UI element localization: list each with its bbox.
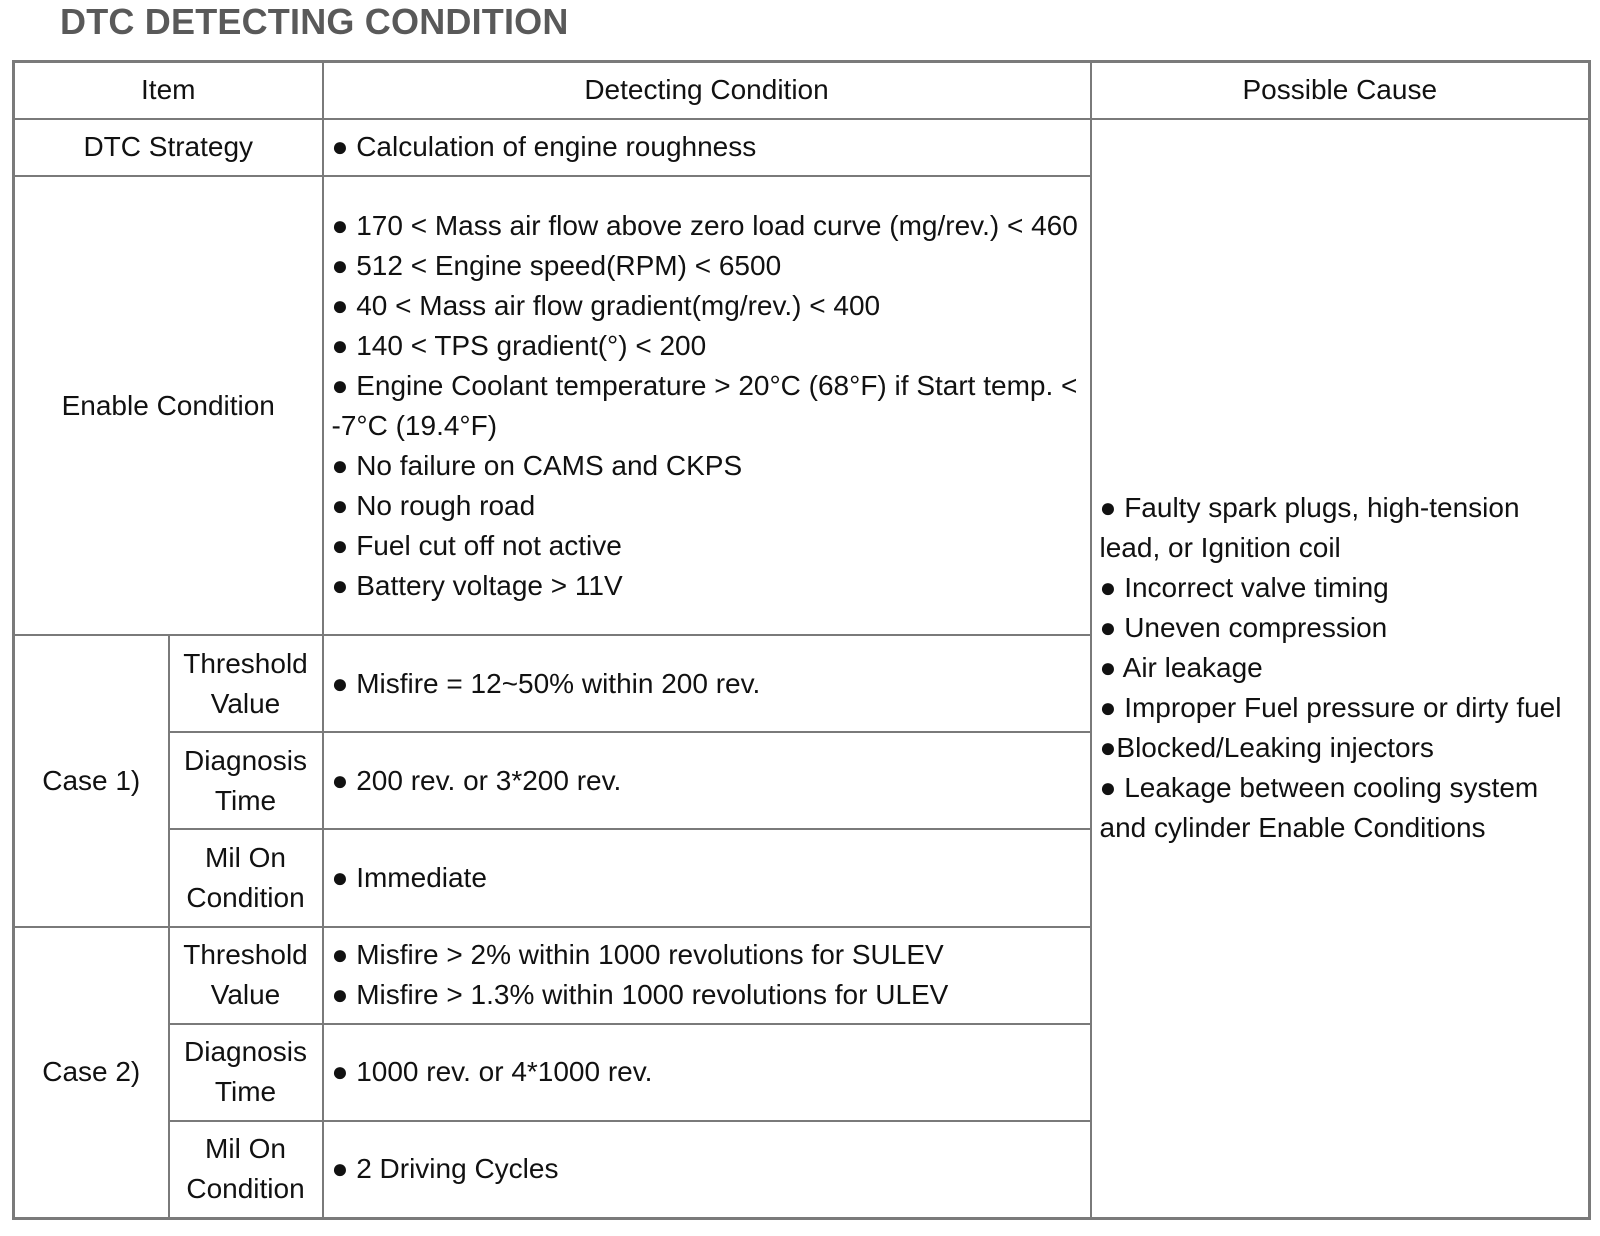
case2-threshold-label-line2: Value (210, 979, 281, 1011)
dtc-strategy-condition: ● Calculation of engine roughness (323, 119, 1091, 176)
case1-mil-label-line1: Mil On (205, 841, 286, 873)
header-row (14, 62, 1590, 119)
enable-condition-item: ● 512 < Engine speed(RPM) < 6500 (331, 249, 782, 281)
case2-mil-label-line2: Condition (186, 1173, 305, 1205)
possible-cause-item: ● Faulty spark plugs, high-tension lead, or Ignition coil (1099, 492, 1520, 564)
case1-label: Case 1) (14, 635, 169, 927)
possible-cause-item: ● Uneven compression (1099, 612, 1388, 644)
case2-mil-label-line1: Mil On (205, 1133, 286, 1165)
enable-condition-item: ● No rough road (331, 489, 536, 521)
dtc-condition-table (12, 60, 1591, 1220)
possible-cause-item: ● Improper Fuel pressure or dirty fuel (1099, 692, 1562, 724)
enable-condition-label: Enable Condition (14, 176, 323, 636)
header-detecting-condition: Detecting Condition (323, 62, 1091, 119)
row-dtc-strategy (14, 119, 1590, 176)
enable-condition-item: ● 40 < Mass air flow gradient(mg/rev.) < 400 (331, 289, 881, 321)
enable-condition-list (323, 176, 1091, 636)
case2-label: Case 2) (14, 927, 169, 1219)
enable-condition-item: ● 170 < Mass air flow above zero load curve (mg/rev.) < 460 (331, 209, 1078, 241)
dtc-strategy-label: DTC Strategy (14, 119, 323, 176)
case1-threshold-label-line1: Threshold (183, 647, 308, 679)
case2-mil-value: ● 2 Driving Cycles (323, 1121, 1091, 1219)
case1-threshold-label (169, 635, 323, 732)
header-possible-cause: Possible Cause (1091, 62, 1590, 119)
page-title: DTC DETECTING CONDITION (60, 1, 569, 42)
possible-cause-item: ● Leakage between cooling system and cylinder Enable Conditions (1099, 772, 1539, 844)
enable-condition-item: ● Battery voltage > 11V (331, 569, 623, 601)
possible-cause-item: ● Incorrect valve timing (1099, 572, 1389, 604)
case2-threshold-label (169, 927, 323, 1024)
possible-cause-item: ● Air leakage (1099, 652, 1263, 684)
case1-mil-label (169, 829, 323, 927)
case1-diagnosis-label-line1: Diagnosis (184, 744, 307, 776)
possible-cause-item: ●Blocked/Leaking injectors (1099, 732, 1434, 764)
case2-threshold-value-line2: ● Misfire > 1.3% within 1000 revolutions for ULEV (331, 979, 949, 1011)
enable-condition-item: ● Fuel cut off not active (331, 529, 622, 561)
enable-condition-item: ● No failure on CAMS and CKPS (331, 449, 743, 481)
header-item: Item (14, 62, 323, 119)
case2-threshold-label-line1: Threshold (183, 939, 308, 971)
possible-cause-cell (1091, 119, 1590, 1219)
case2-diagnosis-label-line1: Diagnosis (184, 1036, 307, 1068)
enable-condition-item: ● Engine Coolant temperature > 20°C (68°F) if Start temp. < -7°C (19.4°F) (331, 369, 1078, 441)
case1-diagnosis-label (169, 732, 323, 829)
case1-diagnosis-label-line2: Time (214, 784, 277, 816)
case1-threshold-value: ● Misfire = 12~50% within 200 rev. (323, 635, 1091, 732)
case2-mil-label (169, 1121, 323, 1219)
case1-threshold-label-line2: Value (210, 687, 281, 719)
case2-threshold-value (323, 927, 1091, 1024)
case2-threshold-value-line1: ● Misfire > 2% within 1000 revolutions for SULEV (331, 939, 944, 971)
case2-diagnosis-value: ● 1000 rev. or 4*1000 rev. (323, 1024, 1091, 1121)
case1-mil-label-line2: Condition (186, 881, 305, 913)
case2-diagnosis-label-line2: Time (214, 1076, 277, 1108)
case1-mil-value: ● Immediate (323, 829, 1091, 927)
case2-diagnosis-label (169, 1024, 323, 1121)
case1-diagnosis-value: ● 200 rev. or 3*200 rev. (323, 732, 1091, 829)
enable-condition-item: ● 140 < TPS gradient(°) < 200 (331, 329, 707, 361)
